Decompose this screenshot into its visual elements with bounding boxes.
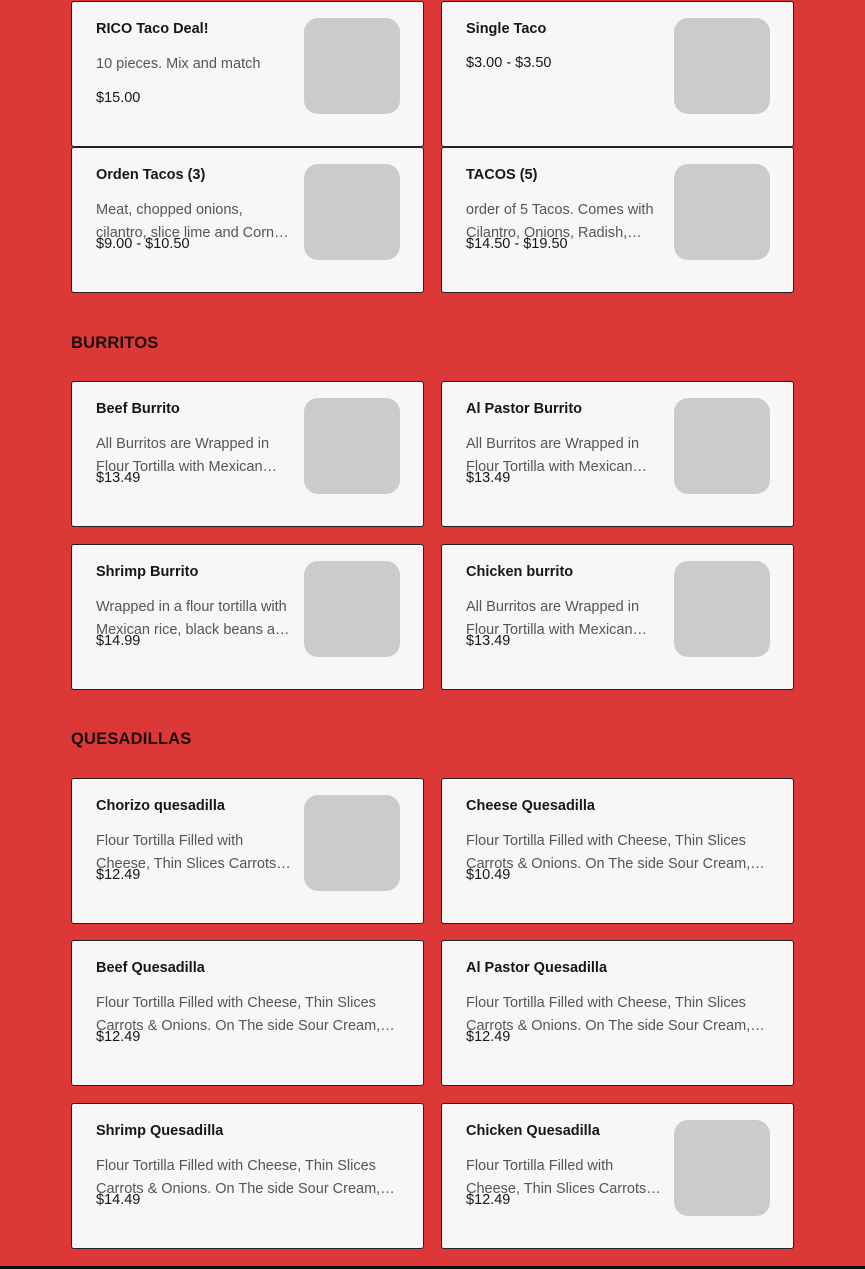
menu-item-name: Al Pastor Burrito xyxy=(466,401,583,417)
menu-item-name: Single Taco xyxy=(466,21,547,37)
menu-item-description: Wrapped in a flour tortilla with Mexican rice, black beans and xyxy=(96,599,292,638)
menu-item-price: $14.49 xyxy=(96,1192,141,1208)
menu-item-image xyxy=(304,164,400,260)
menu-item-card[interactable] xyxy=(441,1,794,147)
menu-item-name: Chicken burrito xyxy=(466,564,574,580)
menu-item-card[interactable] xyxy=(441,778,794,924)
menu-item-card[interactable] xyxy=(71,381,424,527)
menu-item-price: $15.00 xyxy=(96,90,141,106)
menu-item-price: $13.49 xyxy=(96,470,141,486)
menu-item-price: $9.00 - $10.50 xyxy=(96,236,190,252)
menu-item-description: Flour Tortilla Filled with Cheese, Thin Slices Carrots & Onions. On The side Sour Cream, xyxy=(466,995,751,1034)
menu-item-image xyxy=(304,795,400,891)
menu-item-price: $10.49 xyxy=(466,867,511,883)
menu-item-description: Flour Tortilla Filled with Cheese, Thin Slices Carrots & Onions. On The side Sour Cream, xyxy=(96,1158,381,1197)
menu-item-description: All Burritos are Wrapped in Flour Tortilla with Mexican xyxy=(466,599,640,638)
menu-item-price: $12.49 xyxy=(466,1029,511,1045)
menu-item-description: Flour Tortilla Filled with Cheese, Thin Slices Carrots & Onions. On The side Sour Cream, xyxy=(96,995,381,1034)
menu-item-image xyxy=(674,561,770,657)
section-title-burritos: BURRITOS xyxy=(71,334,159,352)
menu-item-card[interactable] xyxy=(71,1,424,147)
menu-item-card[interactable] xyxy=(441,544,794,690)
menu-item-description: All Burritos are Wrapped in Flour Tortilla with Mexican xyxy=(96,436,270,475)
menu-item-image xyxy=(304,398,400,494)
menu-item-price: $12.49 xyxy=(466,1192,511,1208)
menu-item-name: RICO Taco Deal! xyxy=(96,21,209,37)
menu-item-price: $3.00 - $3.50 xyxy=(466,55,552,71)
menu-item-name: Shrimp Burrito xyxy=(96,564,199,580)
menu-item-image xyxy=(674,164,770,260)
section-title-quesadillas: QUESADILLAS xyxy=(71,730,192,748)
menu-item-description: Meat, chopped onions, cilantro, slice lime and Corn xyxy=(96,202,275,241)
menu-item-name: Shrimp Quesadilla xyxy=(96,1123,224,1139)
menu-item-card[interactable] xyxy=(441,1103,794,1249)
menu-item-name: Cheese Quesadilla xyxy=(466,798,595,814)
menu-item-card[interactable] xyxy=(441,940,794,1086)
menu-item-name: TACOS (5) xyxy=(466,167,538,183)
menu-item-price: $14.99 xyxy=(96,633,141,649)
menu-item-card[interactable] xyxy=(71,778,424,924)
menu-item-description: order of 5 Tacos. Comes with Cilantro, Onions, Radish, xyxy=(466,202,654,241)
menu-item-image xyxy=(674,398,770,494)
menu-item-name: Beef Quesadilla xyxy=(96,960,205,976)
menu-item-price: $12.49 xyxy=(96,867,141,883)
menu-item-description: Flour Tortilla Filled with Cheese, Thin Slices Carrots & xyxy=(466,1158,660,1197)
menu-item-price: $13.49 xyxy=(466,633,511,649)
menu-item-name: Beef Burrito xyxy=(96,401,180,417)
menu-item-card[interactable] xyxy=(71,940,424,1086)
menu-item-description: Flour Tortilla Filled with Cheese, Thin Slices Carrots & Onions. On The side Sour Cream, xyxy=(466,833,751,872)
menu-item-name: Chicken Quesadilla xyxy=(466,1123,600,1139)
menu-item-name: Orden Tacos (3) xyxy=(96,167,206,183)
menu-item-card[interactable] xyxy=(441,381,794,527)
menu-item-image xyxy=(304,18,400,114)
menu-item-card[interactable] xyxy=(441,147,794,293)
menu-item-image xyxy=(304,561,400,657)
menu-item-description: 10 pieces. Mix and match xyxy=(96,56,261,72)
menu-item-price: $14.50 - $19.50 xyxy=(466,236,568,252)
menu-item-name: Al Pastor Quesadilla xyxy=(466,960,608,976)
menu-item-image xyxy=(674,1120,770,1216)
menu-item-price: $13.49 xyxy=(466,470,511,486)
menu-item-description: Flour Tortilla Filled with Cheese, Thin Slices Carrots & xyxy=(96,833,290,872)
menu-item-image xyxy=(674,18,770,114)
menu-item-card[interactable] xyxy=(71,544,424,690)
menu-item-price: $12.49 xyxy=(96,1029,141,1045)
menu-item-card[interactable] xyxy=(71,1103,424,1249)
menu-item-card[interactable] xyxy=(71,147,424,293)
menu-item-name: Chorizo quesadilla xyxy=(96,798,225,814)
menu-item-description: All Burritos are Wrapped in Flour Tortilla with Mexican xyxy=(466,436,640,475)
